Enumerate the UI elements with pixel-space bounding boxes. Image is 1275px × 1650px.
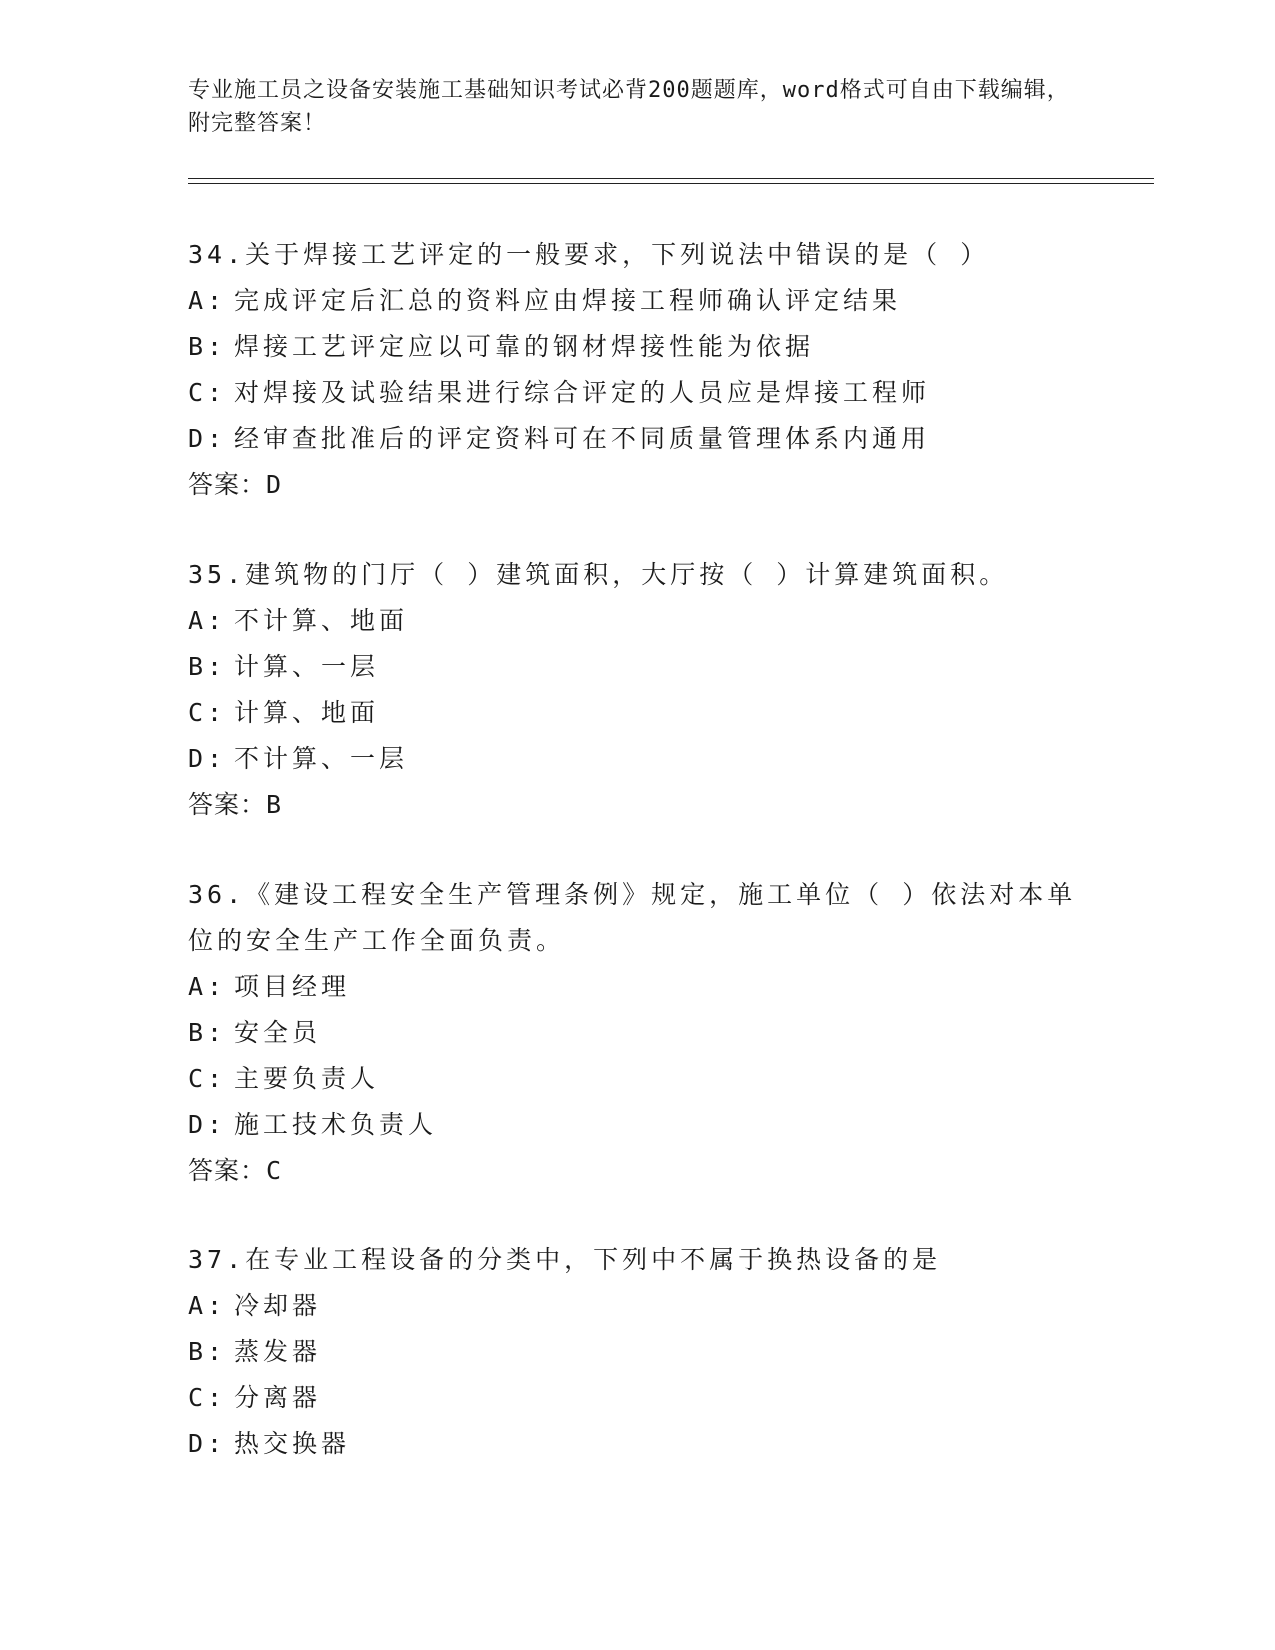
option-text: 安全员	[234, 1018, 322, 1047]
option-d	[188, 416, 1088, 462]
header-divider-bottom	[188, 183, 1154, 184]
option-a	[188, 1283, 1088, 1329]
option-letter: D:	[188, 424, 227, 453]
option-letter: B:	[188, 332, 227, 361]
option-letter: D:	[188, 744, 227, 773]
option-text: 不计算、地面	[234, 606, 409, 635]
answer-label: 答案：	[188, 790, 267, 819]
document-header	[188, 74, 1088, 140]
option-letter: B:	[188, 652, 227, 681]
option-letter: C:	[188, 698, 227, 727]
question-stem: 36.《建设工程安全生产管理条例》规定，施工单位（ ）依法对本单位的安全生产工作全面负责。	[188, 880, 1077, 955]
option-d	[188, 1102, 1088, 1148]
option-letter: A:	[188, 1291, 227, 1320]
option-a	[188, 964, 1088, 1010]
option-text: 施工技术负责人	[234, 1110, 438, 1139]
option-text: 主要负责人	[234, 1064, 380, 1093]
answer-line	[188, 782, 1088, 828]
answer-label: 答案：	[188, 1156, 267, 1185]
option-c	[188, 690, 1088, 736]
option-text: 热交换器	[234, 1429, 351, 1458]
option-d	[188, 1421, 1088, 1467]
option-letter: A:	[188, 972, 227, 1001]
question-35	[188, 552, 1088, 828]
option-text: 分离器	[234, 1383, 322, 1412]
option-c	[188, 370, 1088, 416]
answer-line	[188, 462, 1088, 508]
option-text: 完成评定后汇总的资料应由焊接工程师确认评定结果	[234, 286, 902, 315]
option-text: 计算、地面	[234, 698, 380, 727]
option-text: 计算、一层	[234, 652, 380, 681]
option-letter: A:	[188, 286, 227, 315]
option-c	[188, 1056, 1088, 1102]
option-text: 冷却器	[234, 1291, 322, 1320]
option-letter: A:	[188, 606, 227, 635]
option-text: 蒸发器	[234, 1337, 322, 1366]
option-text: 不计算、一层	[234, 744, 409, 773]
option-letter: D:	[188, 1110, 227, 1139]
option-letter: B:	[188, 1337, 227, 1366]
option-text: 焊接工艺评定应以可靠的钢材焊接性能为依据	[234, 332, 815, 361]
option-b	[188, 644, 1088, 690]
answer-label: 答案：	[188, 470, 267, 499]
option-b	[188, 1010, 1088, 1056]
header-divider-top	[188, 178, 1154, 179]
option-a	[188, 598, 1088, 644]
option-letter: B:	[188, 1018, 227, 1047]
option-letter: D:	[188, 1429, 227, 1458]
option-text: 项目经理	[234, 972, 351, 1001]
answer-value: B	[266, 790, 283, 819]
option-letter: C:	[188, 1064, 227, 1093]
question-34	[188, 232, 1088, 508]
option-text: 对焊接及试验结果进行综合评定的人员应是焊接工程师	[234, 378, 931, 407]
option-letter: C:	[188, 1383, 227, 1412]
question-stem: 35.建筑物的门厅（ ）建筑面积，大厅按（ ）计算建筑面积。	[188, 560, 1009, 589]
question-37	[188, 1237, 1088, 1467]
option-letter: C:	[188, 378, 227, 407]
option-b	[188, 324, 1088, 370]
option-d	[188, 736, 1088, 782]
question-stem: 34.关于焊接工艺评定的一般要求，下列说法中错误的是（ ）	[188, 240, 990, 269]
option-a	[188, 278, 1088, 324]
header-title: 专业施工员之设备安装施工基础知识考试必背200题题库，word格式可自由下载编辑，附完整答案！	[188, 78, 1070, 136]
answer-value: D	[266, 470, 283, 499]
option-text: 经审查批准后的评定资料可在不同质量管理体系内通用	[234, 424, 931, 453]
question-stem: 37.在专业工程设备的分类中，下列中不属于换热设备的是	[188, 1245, 942, 1274]
option-b	[188, 1329, 1088, 1375]
question-36	[188, 872, 1088, 1194]
answer-value: C	[266, 1156, 283, 1185]
option-c	[188, 1375, 1088, 1421]
answer-line	[188, 1148, 1088, 1194]
